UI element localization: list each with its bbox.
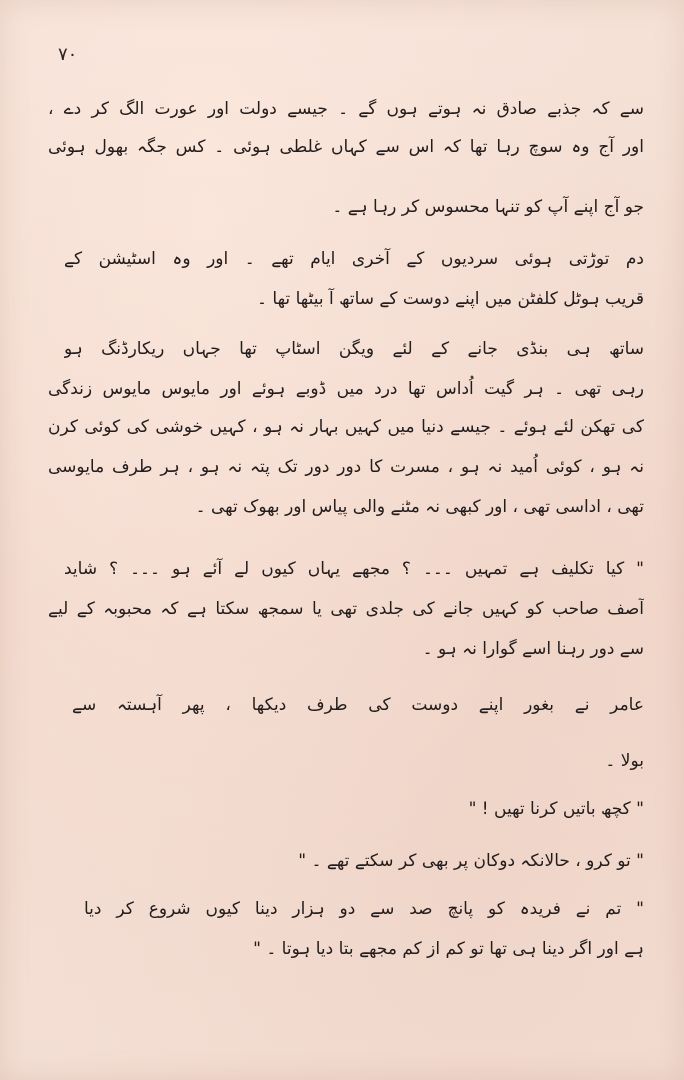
text-line: رہی تھی ۔ ہر گیت اُداس تھا درد میں ڈوبے ہوئے اور مایوس مایوس زندگی — [48, 379, 644, 399]
text-line: سے دور رہنا اسے گوارا نہ ہو ۔ — [422, 639, 644, 659]
text-line: " تم نے فریدہ کو پانچ صد سے دو ہزار دینا کیوں شروع کر دیا — [84, 899, 644, 919]
text-line: آصف صاحب کو کہیں جانے کی جلدی تھی یا سمجھ سکتا ہے کہ محبوبہ کے لیے — [48, 599, 644, 619]
text-line: ساتھ ہی بنڈی جانے کے لئے ویگن اسٹاپ تھا جہاں ریکارڈنگ ہو — [64, 339, 644, 359]
text-line: عامر نے بغور اپنے دوست کی طرف دیکھا ، پھر آہستہ سے — [72, 695, 644, 715]
text-line: جو آج اپنے آپ کو تنہا محسوس کر رہا ہے ۔ — [332, 197, 644, 217]
text-line: دم توڑتی ہوئی سردیوں کے آخری ایام تھے ۔ اور وہ اسٹیشن کے — [64, 249, 644, 269]
text-line: نہ ہو ، کوئی اُمید نہ ہو ، مسرت کا دور دور تک پتہ نہ ہو ، ہر طرف مایوسی — [48, 457, 644, 477]
text-line: تھی ، اداسی تھی ، اور کبھی نہ مٹنے والی پیاس اور بھوک تھی ۔ — [195, 497, 644, 517]
text-line: ہے اور اگر دینا ہی تھا تو کم از کم مجھے بتا دیا ہوتا ۔ " — [253, 939, 644, 959]
text-line: اور آج وہ سوچ رہا تھا کہ اس سے کہاں غلطی ہوئی ۔ کس جگہ بھول ہوئی — [48, 137, 644, 157]
text-line: " کیا تکلیف ہے تمہیں ۔۔۔ ؟ مجھے یہاں کیوں لے آئے ہو ۔۔۔ ؟ شاید — [64, 559, 644, 579]
text-line: سے کہ جذبے صادق نہ ہوتے ہوں گے ۔ جیسے دولت اور عورت الگ کر دے ، — [48, 99, 644, 119]
text-line: قریب ہوٹل کلفٹن میں اپنے دوست کے ساتھ آ بیٹھا تھا ۔ — [257, 289, 644, 309]
text-line: " تو کرو ، حالانکہ دوکان پر بھی کر سکتے تھے ۔ " — [298, 851, 644, 871]
page-number: ۷۰ — [58, 44, 78, 65]
text-line: کی تھکن لئے ہوئے ۔ جیسے دنیا میں کہیں بہار نہ ہو ، کہیں خوشی کی کوئی کرن — [48, 417, 644, 437]
text-line: " کچھ باتیں کرنا تھیں ! " — [468, 799, 644, 819]
text-line: بولا ۔ — [605, 751, 644, 771]
